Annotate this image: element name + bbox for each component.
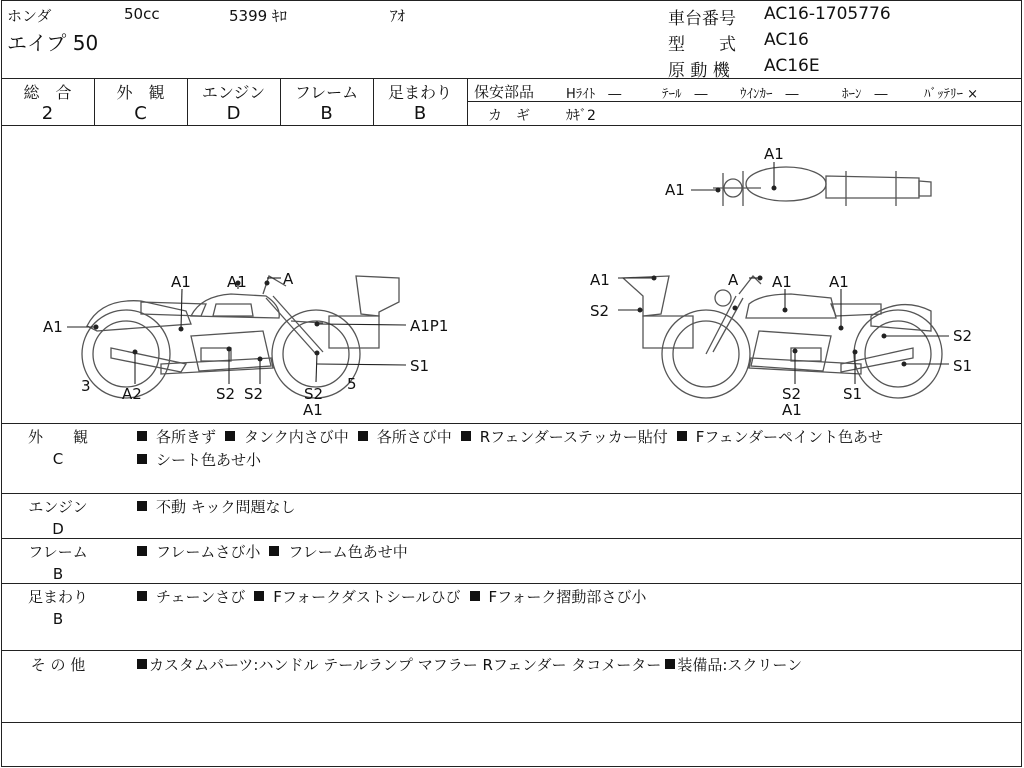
remark-category-grade: B <box>52 610 64 628</box>
bullet-icon <box>137 454 147 464</box>
right-side-bike-icon <box>623 276 942 398</box>
grade-exterior-value: C <box>134 103 147 124</box>
label-left-5: 5 <box>347 375 357 393</box>
label-right-s1-rear: S1 <box>953 357 973 375</box>
remark-category-grade: C <box>52 450 64 468</box>
bullet-icon <box>137 546 147 556</box>
remark-item: フレーム色あせ中 <box>269 543 407 561</box>
model-name: エイプ 50 <box>7 31 99 55</box>
frame-no-label: 車台番号 <box>668 9 736 29</box>
bullet-icon <box>269 546 279 556</box>
remark-item: タンク内さび中 <box>225 428 349 446</box>
label-right-s2-rear: S2 <box>953 327 973 345</box>
grade-engine-value: D <box>226 103 241 124</box>
grade-overall <box>1 80 94 124</box>
label-right-a1-seat: A1 <box>829 273 849 291</box>
grade-frame-value: B <box>320 103 333 124</box>
safety-taillight: ﾃｰﾙ ― <box>662 87 708 102</box>
engine-label: 原 動 機 <box>668 61 730 81</box>
key-value: ｶｷﾞ2 <box>566 108 596 124</box>
remark-category-engine <box>13 496 103 540</box>
grade-overall-label: 総 合 <box>23 83 72 102</box>
remark-item: チェーンさび <box>137 588 245 606</box>
label-top-a1: A1 <box>764 145 784 163</box>
remark-item: 不動 キック問題なし <box>137 498 295 516</box>
safety-headlight: Hﾗｲﾄ ― <box>566 87 622 102</box>
remark-item: シート色あせ小 <box>137 451 261 469</box>
label-top-a1-left: A1 <box>665 181 685 199</box>
divider <box>1 538 1022 539</box>
remark-item: Fフォークダストシールひび <box>254 588 460 606</box>
grade-suspension-label: 足まわり <box>387 83 452 102</box>
remark-items-suspension <box>137 586 655 609</box>
label-left-a1-bottom: A1 <box>303 401 323 419</box>
safety-winker: ｳｲﾝｶｰ ― <box>740 87 799 102</box>
remark-item: フレームさび小 <box>137 543 260 561</box>
color: ｱｵ <box>390 7 406 25</box>
maker: ホンダ <box>7 7 52 25</box>
label-left-s2-b: S2 <box>244 385 264 403</box>
remark-items-exterior <box>137 426 1017 472</box>
remark-category-grade: D <box>52 520 64 538</box>
remark-items-engine <box>137 496 304 519</box>
remark-category-other <box>13 654 103 676</box>
divider <box>1 650 1022 651</box>
bullet-icon <box>137 431 147 441</box>
grade-engine <box>187 80 280 124</box>
label-right-a1-bottom: A1 <box>782 401 802 419</box>
label-left-s2-c: S2 <box>304 385 324 403</box>
label-left-s1: S1 <box>410 357 430 375</box>
remark-category-label: そ の 他 <box>30 656 86 674</box>
remark-category-label: 外 観 <box>27 428 88 446</box>
label-left-a1p1: A1P1 <box>410 317 449 335</box>
label-left-a1-seat: A1 <box>227 273 247 291</box>
remark-item: Fフォーク摺動部さび小 <box>470 588 647 606</box>
top-view-bike-icon <box>713 167 931 206</box>
label-left-s2-a: S2 <box>216 385 236 403</box>
divider <box>1 583 1022 584</box>
divider <box>1 493 1022 494</box>
key-label: カ ギ <box>488 108 530 124</box>
mileage: 5399 ｷﾛ <box>229 7 287 25</box>
grade-suspension <box>373 80 467 124</box>
remark-category-label: フレーム <box>28 543 88 561</box>
label-left-a1-tank: A1 <box>171 273 191 291</box>
remark-item: 各所きず <box>137 428 216 446</box>
remark-items-other <box>137 654 811 677</box>
bullet-icon <box>461 431 471 441</box>
label-left-a-handle: A <box>283 270 294 288</box>
grade-frame-label: フレーム <box>294 83 359 102</box>
engine-value: AC16E <box>764 56 820 76</box>
grade-exterior <box>94 80 187 124</box>
bullet-icon <box>137 659 147 669</box>
remark-item: 各所さび中 <box>358 428 452 446</box>
remark-items-frame <box>137 541 417 564</box>
grade-engine-label: エンジン <box>201 83 266 102</box>
divider <box>467 78 468 125</box>
safety-title: 保安部品 <box>474 83 535 101</box>
grade-overall-value: 2 <box>41 103 54 124</box>
remark-category-label: エンジン <box>28 498 88 516</box>
bullet-icon <box>665 659 675 669</box>
label-left-a2: A2 <box>122 385 142 403</box>
bullet-icon <box>225 431 235 441</box>
grade-frame <box>280 80 373 124</box>
type-value: AC16 <box>764 30 809 50</box>
damage-diagram <box>1 126 1022 424</box>
bullet-icon <box>677 431 687 441</box>
label-right-a-handle: A <box>728 271 739 289</box>
label-right-a1-screen: A1 <box>590 271 610 289</box>
label-right-s2-bottom: S2 <box>782 385 802 403</box>
type-label: 型 式 <box>668 35 736 55</box>
bullet-icon <box>470 591 480 601</box>
divider <box>1 78 1022 79</box>
label-left-a1-front: A1 <box>43 318 63 336</box>
divider <box>1 423 1022 424</box>
grade-suspension-value: B <box>413 103 427 124</box>
label-right-s2-front: S2 <box>590 302 610 320</box>
remark-item: カスタムパーツ:ハンドル テールランプ マフラー Rフェンダー タコメーター <box>137 656 661 674</box>
divider <box>1 722 1022 723</box>
bullet-icon <box>137 501 147 511</box>
remark-category-frame <box>13 541 103 585</box>
remark-category-suspension <box>13 586 103 630</box>
label-right-a1-tank: A1 <box>772 273 792 291</box>
remark-item: 装備品:スクリーン <box>665 656 802 674</box>
remark-category-label: 足まわり <box>27 588 88 606</box>
safety-battery: ﾊﾞｯﾃﾘｰ × <box>924 87 979 102</box>
grade-exterior-label: 外 観 <box>116 83 165 102</box>
label-left-3: 3 <box>81 377 91 395</box>
displacement: 50cc <box>124 5 160 23</box>
label-right-s1-bottom: S1 <box>843 385 863 403</box>
remark-category-exterior <box>13 426 103 470</box>
remark-item: Rフェンダーステッカー貼付 <box>461 428 668 446</box>
frame-no: AC16-1705776 <box>764 4 891 24</box>
bullet-icon <box>358 431 368 441</box>
bullet-icon <box>254 591 264 601</box>
remark-category-grade: B <box>52 565 64 583</box>
remark-item: Fフェンダーペイント色あせ <box>677 428 883 446</box>
bullet-icon <box>137 591 147 601</box>
safety-horn: ﾎｰﾝ ― <box>842 87 888 102</box>
